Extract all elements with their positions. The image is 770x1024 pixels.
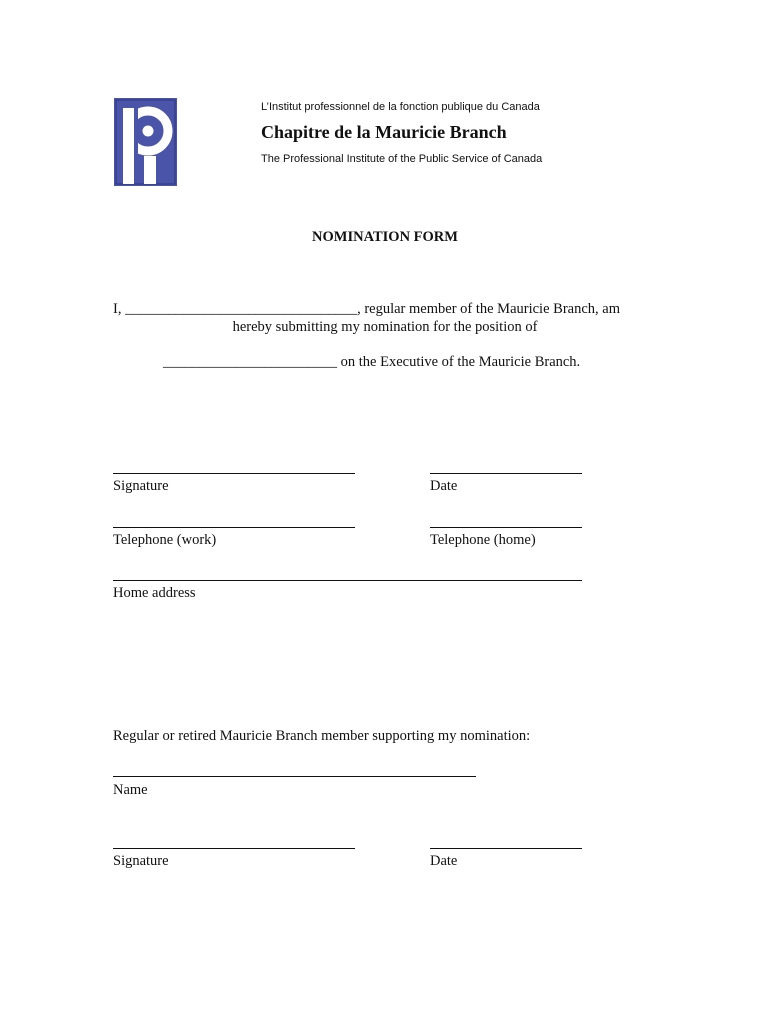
date-label: Date xyxy=(430,478,458,494)
telephone-work-line[interactable] xyxy=(113,527,355,528)
supporting-member-intro: Regular or retired Mauricie Branch member supporting my nomination: xyxy=(113,728,531,744)
pipsc-logo-icon xyxy=(114,98,177,186)
supporter-date-label: Date xyxy=(430,853,458,869)
supporter-signature-label: Signature xyxy=(113,853,169,869)
supporter-name-line[interactable] xyxy=(113,776,476,777)
date-line[interactable] xyxy=(430,473,582,474)
supporter-signature-line[interactable] xyxy=(113,848,355,849)
nomination-statement-line-2: hereby submitting my nomination for the position of xyxy=(232,319,538,335)
form-title: NOMINATION FORM xyxy=(312,229,458,245)
supporter-name-label: Name xyxy=(113,782,148,798)
home-address-label: Home address xyxy=(113,585,196,601)
home-address-line[interactable] xyxy=(113,580,582,581)
institute-name-en: The Professional Institute of the Public Service of Canada xyxy=(261,153,543,165)
supporter-date-line[interactable] xyxy=(430,848,582,849)
branch-title: Chapitre de la Mauricie Branch xyxy=(261,122,507,142)
signature-label: Signature xyxy=(113,478,169,494)
institute-name-fr: L’Institut professionnel de la fonction publique du Canada xyxy=(261,101,540,113)
telephone-home-label: Telephone (home) xyxy=(430,532,536,548)
telephone-home-line[interactable] xyxy=(430,527,582,528)
signature-line[interactable] xyxy=(113,473,355,474)
nomination-statement-line-1: I, ________________________________, regular member of the Mauricie Branch, am xyxy=(113,301,620,317)
telephone-work-label: Telephone (work) xyxy=(113,532,217,548)
position-statement-line: ________________________ on the Executive of the Mauricie Branch. xyxy=(163,354,581,370)
